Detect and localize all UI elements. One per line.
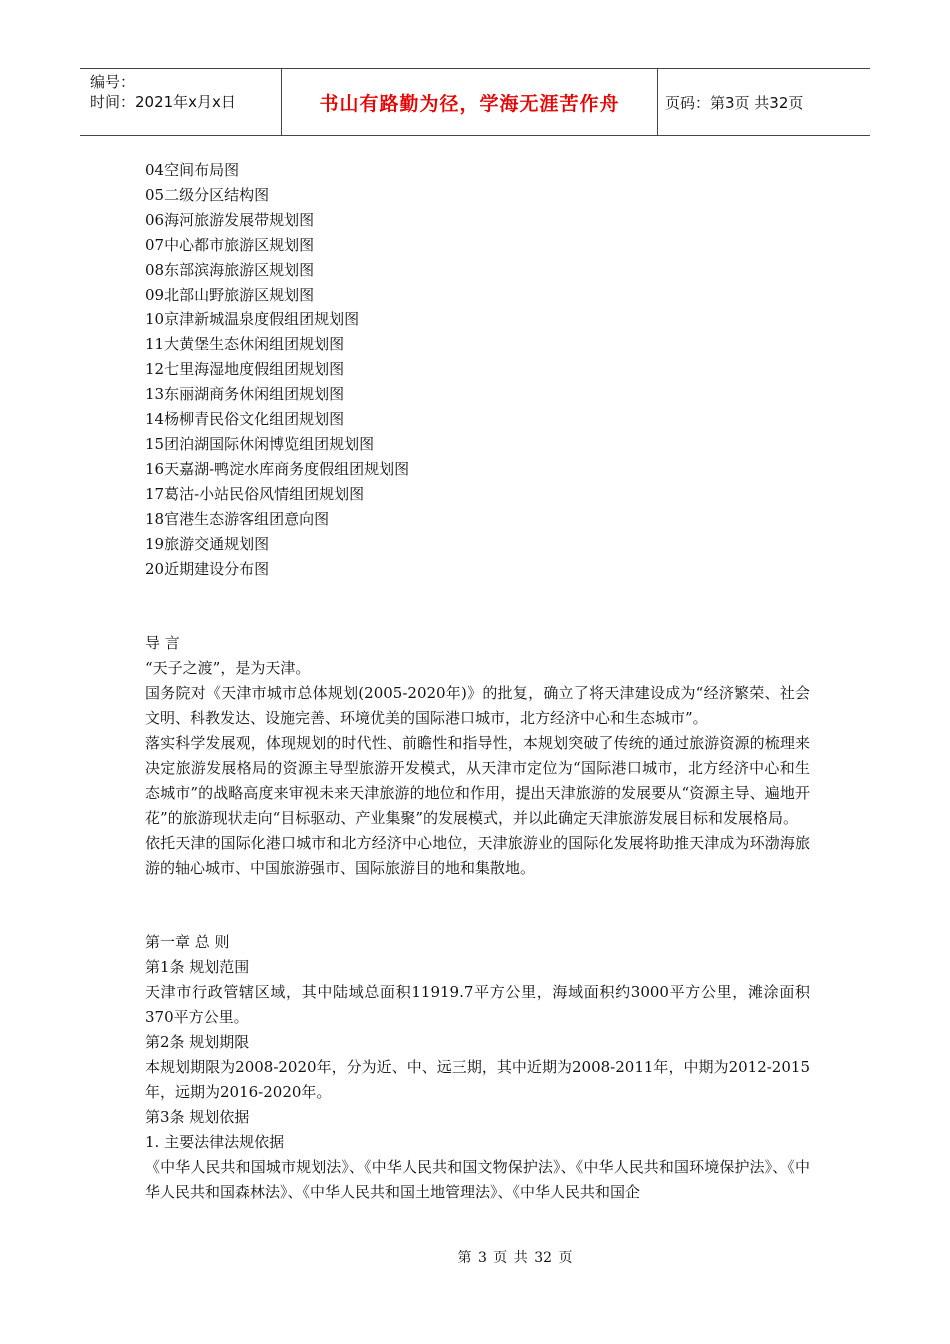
article-title: 第3条 规划依据 [145, 1107, 250, 1126]
intro-heading: 导 言 [145, 634, 180, 653]
list-item: 08东部滨海旅游区规划图 [145, 260, 315, 279]
header-motto: 书山有路勤为径，学海无涯苦作舟 [282, 69, 658, 135]
date-label: 时间：2021年x月x日 [90, 93, 236, 111]
article-subtitle: 1. 主要法律法规依据 [145, 1132, 285, 1151]
code-label: 编号： [90, 73, 136, 91]
page-footer: 第 3 页 共 32 页 [457, 1250, 573, 1266]
article-title: 第1条 规划范围 [145, 958, 250, 977]
list-item: 16天嘉湖-鸭淀水库商务度假组团规划图 [145, 459, 410, 478]
intro-paragraph: 依托天津的国际化港口城市和北方经济中心地位，天津旅游业的国际化发展将助推天津成为环渤海旅游的轴心城市、中国旅游强市、国际旅游目的地和集散地。 [145, 833, 810, 877]
list-item: 07中心都市旅游区规划图 [145, 235, 315, 254]
list-item: 19旅游交通规划图 [145, 534, 270, 553]
document-body [145, 158, 810, 1204]
page-header [80, 68, 870, 136]
list-item: 17葛沽-小站民俗风情组团规划图 [145, 484, 365, 503]
intro-paragraph: 落实科学发展观，体现规划的时代性、前瞻性和指导性，本规划突破了传统的通过旅游资源的梳理来决定旅游发展格局的资源主导型旅游开发模式，从天津市定位为“国际港口城市，北方经济中心和生态城市”的战略高度来审视未来天津旅游的地位和作用，提出天津旅游的发展要从“资源主导、遍地开花”的旅游现状走向“目标驱动、产业集聚”的发展模式，并以此确定天津旅游发展目标和发展格局。 [145, 734, 810, 827]
header-meta [80, 69, 282, 135]
list-item: 12七里海湿地度假组团规划图 [145, 360, 345, 379]
header-page-info: 页码：第3页 共32页 [665, 93, 804, 112]
list-item: 18官港生态游客组团意向图 [145, 509, 330, 528]
list-item: 13东丽湖商务休闲组团规划图 [145, 385, 345, 404]
list-item: 05二级分区结构图 [145, 185, 270, 204]
article-title: 第2条 规划期限 [145, 1033, 250, 1052]
intro-section [145, 631, 810, 880]
list-item: 15团泊湖国际休闲博览组团规划图 [145, 434, 375, 453]
list-item: 11大黄堡生态休闲组团规划图 [145, 335, 345, 354]
list-item: 06海河旅游发展带规划图 [145, 210, 315, 229]
list-item: 20近期建设分布图 [145, 559, 270, 578]
list-item: 04空间布局图 [145, 161, 240, 179]
intro-paragraph: 国务院对《天津市城市总体规划(2005-2020年)》的批复，确立了将天津建设成为“经济繁荣、社会文明、科教发达、设施完善、环境优美的国际港口城市，北方经济中心和生态城市”。 [145, 684, 810, 728]
intro-paragraph: “天子之渡”，是为天津。 [145, 659, 311, 678]
article-text: 《中华人民共和国城市规划法》、《中华人民共和国文物保护法》、《中华人民共和国环境保护法》、《中华人民共和国森林法》、《中华人民共和国土地管理法》、《中华人民共和国企 [145, 1157, 810, 1201]
list-item: 09北部山野旅游区规划图 [145, 285, 315, 304]
chapter-one [145, 930, 810, 1204]
chapter-heading: 第一章 总 则 [145, 933, 230, 952]
figure-list [145, 158, 810, 581]
list-item: 10京津新城温泉度假组团规划图 [145, 310, 360, 329]
list-item: 14杨柳青民俗文化组团规划图 [145, 410, 345, 429]
article-text: 本规划期限为2008-2020年，分为近、中、远三期，其中近期为2008-2011年，中期为2012-2015年，远期为2016-2020年。 [145, 1058, 810, 1101]
article-text: 天津市行政管辖区域，其中陆域总面积11919.7平方公里，海域面积约3000平方公里，滩涂面积370平方公里。 [145, 983, 810, 1027]
